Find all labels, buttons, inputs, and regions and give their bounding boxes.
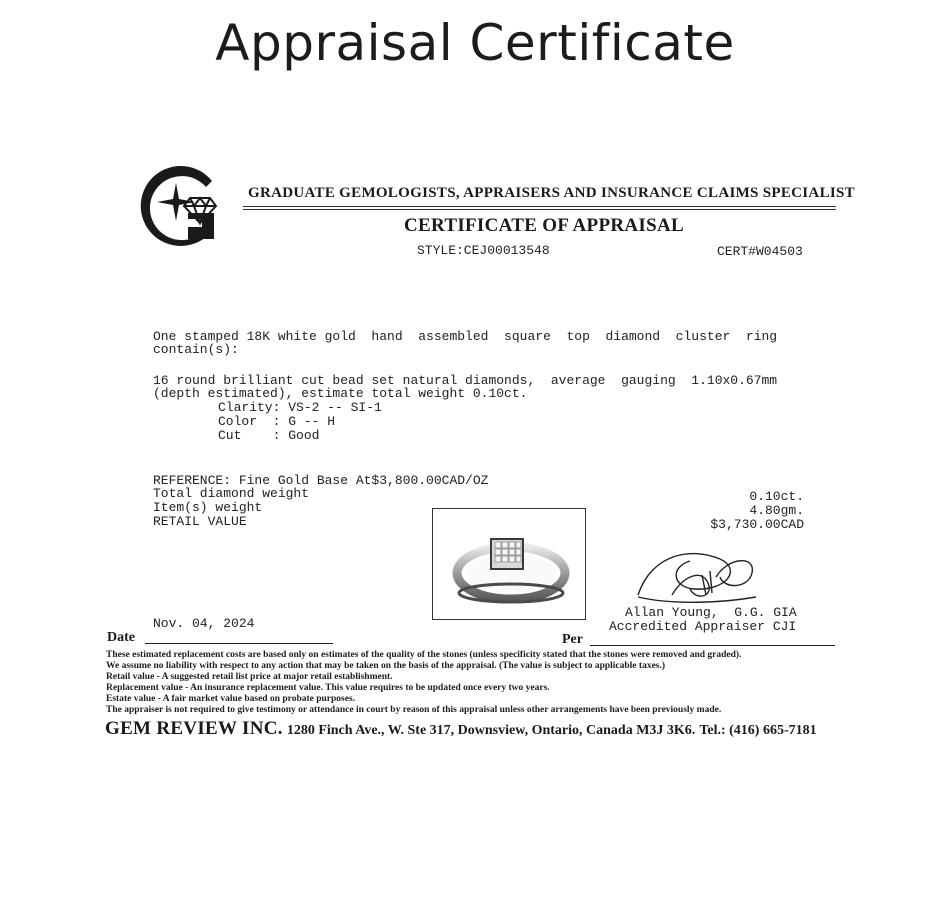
- disclaimer-line: The appraiser is not required to give testimony or attendance in court by reason of this appraisal unless other arrangements have been previously made.: [106, 705, 722, 715]
- per-line: [590, 645, 835, 646]
- date-line: [145, 643, 333, 644]
- company-phone: Tel.: (416) 665-7181: [699, 723, 817, 738]
- ring-image: [433, 509, 585, 619]
- style-number: STYLE:CEJ00013548: [417, 243, 550, 258]
- header-rule-bottom: [243, 209, 836, 210]
- footer: [105, 718, 817, 740]
- date-value: Nov. 04, 2024: [153, 616, 255, 631]
- disclaimer-line: These estimated replacement costs are based only on estimates of the quality of the stones (unless specificity stated that the stones were removed and graded).: [106, 650, 742, 660]
- company-name: GEM REVIEW INC.: [105, 718, 283, 739]
- clarity-grade: Clarity: VS-2 -- SI-1: [218, 400, 382, 415]
- reference-price: REFERENCE: Fine Gold Base At$3,800.00CAD/OZ: [153, 473, 489, 488]
- appraiser-signature: [632, 545, 762, 610]
- appraiser-title: Accredited Appraiser CJI: [609, 619, 797, 634]
- color-grade: Color : G -- H: [218, 414, 336, 429]
- page-title: Appraisal Certificate: [215, 14, 735, 72]
- description-line-2: contain(s):: [153, 342, 239, 357]
- ring-photo: [432, 508, 586, 620]
- description-line-3: 16 round brilliant cut bead set natural diamonds, average gauging 1.10x0.67mm: [153, 373, 778, 388]
- gemologist-logo: [134, 161, 224, 253]
- organization-header: GRADUATE GEMOLOGISTS, APPRAISERS AND INSURANCE CLAIMS SPECIALIST: [248, 185, 855, 201]
- certificate-title: CERTIFICATE OF APPRAISAL: [404, 215, 684, 236]
- item-weight-value: 4.80gm.: [749, 503, 804, 518]
- description-line-4: (depth estimated), estimate total weight 0.10ct.: [153, 386, 528, 401]
- disclaimer-line: Replacement value - An insurance replacement value. This value requires to be updated once every two years.: [106, 683, 550, 693]
- disclaimer-line: Estate value - A fair market value based on probate purposes.: [106, 694, 356, 704]
- total-diamond-weight-label: Total diamond weight: [153, 486, 310, 501]
- per-label: Per: [562, 632, 583, 647]
- appraiser-name: Allan Young, G.G. GIA: [625, 605, 797, 620]
- cut-grade: Cut : Good: [218, 428, 320, 443]
- item-weight-label: Item(s) weight: [153, 500, 263, 515]
- retail-value-amount: $3,730.00CAD: [710, 517, 804, 532]
- retail-value-label: RETAIL VALUE: [153, 514, 247, 529]
- company-address: 1280 Finch Ave., W. Ste 317, Downsview, Ontario, Canada M3J 3K6.: [286, 723, 696, 738]
- date-label: Date: [107, 630, 135, 645]
- disclaimer-line: Retail value - A suggested retail list price at major retail establishment.: [106, 672, 393, 682]
- header-rule-top: [243, 206, 836, 207]
- description-line-1: One stamped 18K white gold hand assembled square top diamond cluster ring: [153, 329, 778, 344]
- cert-number: CERT#W04503: [717, 244, 803, 259]
- disclaimer-line: We assume no liability with respect to any action that may be taken on the basis of the appraisal. (The value is subject to applicable taxes.): [106, 661, 666, 671]
- disclaimer-block: [106, 650, 946, 716]
- total-diamond-weight-value: 0.10ct.: [749, 489, 804, 504]
